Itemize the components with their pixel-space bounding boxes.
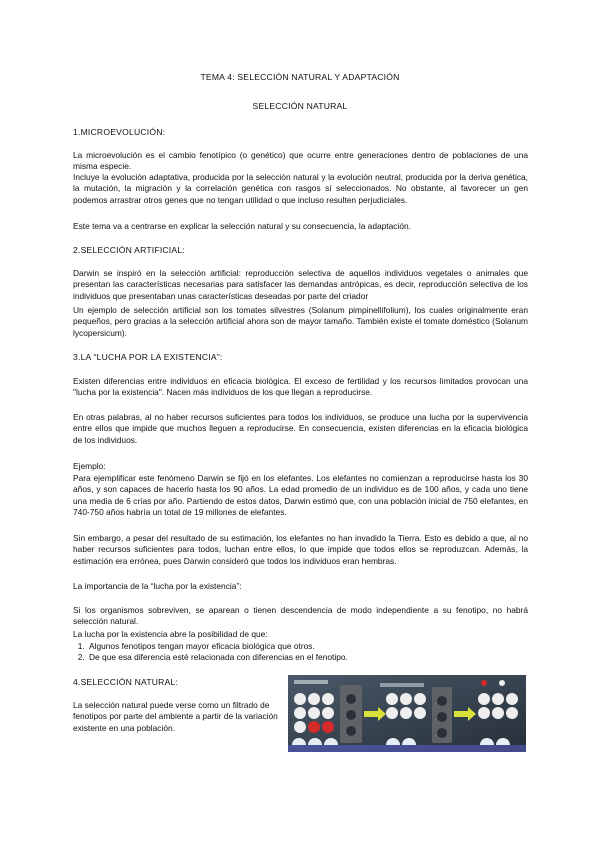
paragraph: Darwin se inspiró en la selección artificial: reproducción selectiva de aquellos individuos vegetales o animales que presentan las características necesarias para satisfacer las demandas antrópicas, es decir, reproducción selectiva de los individuos que presentaban unas características deseadas por parte del criador	[73, 268, 528, 301]
subheading-importancia: La importancia de la “lucha por la existencia”:	[73, 581, 242, 591]
section-heading-seleccion-artificial: 2.SELECCIÓN ARTIFICIAL:	[73, 245, 185, 255]
paragraph: La lucha por la existencia abre la posibilidad de que:	[73, 629, 268, 639]
section-heading-microevolucion: 1.MICROEVOLUCIÓN:	[73, 127, 166, 137]
list-item: 2. De que esa diferencia esté relacionada con diferencias en el fenotipo.	[87, 652, 542, 663]
paragraph: Existen diferencias entre individuos en eficacia biológica. El exceso de fertilidad y los recursos limitados provocan una "lucha por la existencia". Nacen más individuos de los que llegan a reproducirse.	[73, 376, 528, 398]
paragraph: La selección natural puede verse como un filtrado de fenotipos por parte del ambiente a partir de la variación existente en una población.	[73, 700, 278, 733]
possibility-list	[73, 641, 542, 664]
list-item: 1. Algunos fenotipos tengan mayor eficacia biológica que otros.	[87, 641, 542, 652]
document-title: TEMA 4: SELECCIÓN NATURAL Y ADAPTACIÓN	[200, 72, 400, 82]
document-subtitle: SELECCIÓN NATURAL	[252, 101, 348, 111]
paragraph: Un ejemplo de selección artificial son los tomates silvestres (Solanum pimpinellifolium), los cuales originalmente eran pequeños, pero gracias a la selección artificial ahora son de mayor tamaño. También existe el tomate doméstico (Solanum lycopersicum).	[73, 305, 528, 338]
section-heading-seleccion-natural: 4.SELECCIÓN NATURAL:	[73, 677, 179, 687]
paragraph: Incluye la evolución adaptativa, producida por la selección natural y la evolución neutral, producida por la deriva genética, la mutación, la migración y la correlación genética con rasgos sí seleccionados. No obstante, al favorecer un gen podemos arrastrar otros genes que no tengan utilidad o que incluso resulten perjudiciales.	[73, 172, 528, 205]
natural-selection-filter-illustration	[288, 675, 526, 752]
paragraph: Sin embargo, a pesar del resultado de su estimación, los elefantes no han invadido la Tierra. Esto es debido a que, al no haber recursos suficientes para todos, luchan entre ellos, lo que impide que todos ellos se reproduzcan. Además, la estimación era errónea, pues Darwin consideró que todos los individuos eran hembras.	[73, 533, 528, 566]
paragraph: Si los organismos sobreviven, se aparean o tienen descendencia de modo independiente a su fenotipo, no habrá selección natural.	[73, 605, 528, 627]
natural-selection-filter-icon	[288, 675, 526, 752]
paragraph: En otras palabras, al no haber recursos suficientes para todos los individuos, se produce una lucha por la supervivencia entre ellos que impide que muchos lleguen a reproducirse. En consecuencia, existen diferencias en la eficacia biológica de los individuos.	[73, 412, 528, 445]
example-label: Ejemplo:	[73, 461, 106, 471]
paragraph: La microevolución es el cambio fenotípico (o genético) que ocurre entre generaciones dentro de poblaciones de una misma especie.	[73, 150, 528, 172]
paragraph: Este tema va a centrarse en explicar la selección natural y su consecuencia, la adaptación.	[73, 221, 411, 231]
section-heading-lucha: 3.LA “LUCHA POR LA EXISTENCIA”:	[73, 352, 223, 362]
paragraph: Para ejemplificar este fenómeno Darwin se fijó en los elefantes. Los elefantes no comienzan a reproducirse hasta los 30 años, y son capaces de hacerlo hasta los 90 años. La edad promedio de un individuo es de 100 años, y cada uno tiene una media de 6 crías por año. Partiendo de estos datos, Darwin estimó que, con una población inicial de 750 elefantes, en 740-750 años habría un total de 19 millones de elefantes.	[73, 473, 528, 517]
